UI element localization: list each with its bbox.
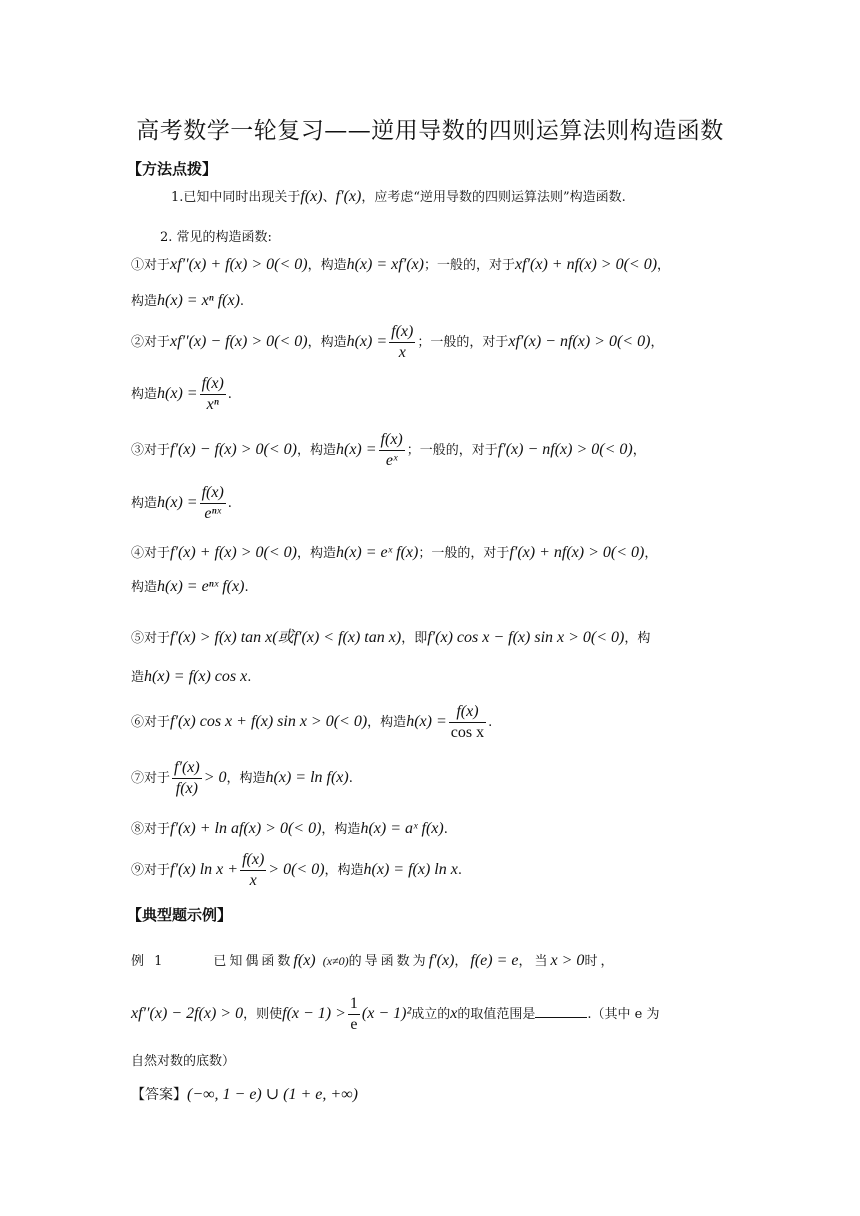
answer-blank <box>535 1003 587 1018</box>
rule-3-line-2: 构造h(x) = $\frac{f(x)}{\text{eⁿˣ}}$ . <box>131 484 232 522</box>
example-1-line-2: xf′′(x) − 2f(x) > 0，则使f(x − 1) > $\frac{1}{e}$ (x − 1)²成立的x的取值范围是 .（其中 e 为 <box>131 995 660 1033</box>
page-title: 高考数学一轮复习——逆用导数的四则运算法则构造函数 <box>136 118 724 144</box>
example-1-line-3: 自然对数的底数） <box>131 1054 236 1069</box>
rule-5-line-1: ⑤对于f′(x) > f(x) tan x(或f′(x) < f(x) tan x)，即f′(x) cos x − f(x) sin x > 0(< 0)，构 <box>131 629 651 646</box>
fraction: $\frac{f(x)}{x}$ <box>391 323 414 361</box>
fraction: $\frac{f(x)}{\text{eⁿˣ}}$ <box>201 484 224 522</box>
paragraph-1: 1.已知中同时出现关于f(x)、f′(x)，应考虑“逆用导数的四则运算法则”构造函数. <box>171 188 626 205</box>
fraction: $\frac{f(x)}{\text{eˣ}}$ <box>380 431 403 469</box>
example-1-line-1: 例 1 已知偶函数f(x) (x≠0)的导函数为f′(x)，f(e) = e，当x > 0时， <box>131 952 617 969</box>
rule-8-line: ⑧对于f′(x) + ln af(x) > 0(< 0)，构造h(x) = aˣ f(x). <box>131 820 448 837</box>
answer-line: 【答案】(−∞, 1 − e) ∪ (1 + e, +∞) <box>131 1086 358 1103</box>
rule-7-line: ⑦对于 $\frac{f'(x)}{f(x)}$ > 0，构造h(x) = ln f(x). <box>131 759 353 797</box>
fraction: $\frac{f(x)}{x}$ <box>242 851 265 889</box>
rule-4-line-1: ④对于f′(x) + f(x) > 0(< 0)，构造h(x) = eˣ f(x)；一般的，对于f′(x) + nf(x) > 0(< 0)， <box>131 544 658 561</box>
paragraph-2: 2. 常见的构造函数: <box>160 230 272 245</box>
rule-2-line-1: ②对于xf′′(x) − f(x) > 0(< 0)，构造h(x) = $\frac{f(x)}{x}$ ；一般的，对于xf′(x) − nf(x) > 0(< 0)， <box>131 323 664 361</box>
rule-4-line-2: 构造h(x) = eⁿˣ f(x). <box>131 578 249 595</box>
section-heading-examples: 【典型题示例】 <box>127 906 233 924</box>
fraction: $\frac{f(x)}{\text{cos x}}$ <box>450 703 485 741</box>
rule-5-line-2: 造h(x) = f(x) cos x. <box>131 668 252 685</box>
fraction: $\frac{f(x)}{\text{xⁿ}}$ <box>201 375 224 413</box>
section-heading-method: 【方法点拨】 <box>127 160 218 178</box>
rule-1-line-1: ①对于xf′′(x) + f(x) > 0(< 0)，构造h(x) = xf′(x)；一般的，对于xf′(x) + nf(x) > 0(< 0)， <box>131 256 671 273</box>
fraction: $\frac{f'(x)}{f(x)}$ <box>174 759 200 797</box>
fraction: $\frac{1}{e}$ <box>349 995 358 1033</box>
rule-9-line: ⑨对于f′(x) ln x + $\frac{f(x)}{x}$ > 0(< 0)，构造h(x) = f(x) ln x. <box>131 851 462 889</box>
rule-1-line-2: 构造h(x) = xⁿ f(x). <box>131 292 245 309</box>
rule-6-line: ⑥对于f′(x) cos x + f(x) sin x > 0(< 0)，构造h(x) = $\frac{f(x)}{\text{cos x}}$ . <box>131 703 493 741</box>
rule-3-line-1: ③对于f′(x) − f(x) > 0(< 0)，构造h(x) = $\frac{f(x)}{\text{eˣ}}$ ；一般的，对于f′(x) − nf(x) > 0(< 0)， <box>131 431 646 469</box>
rule-2-line-2: 构造h(x) = $\frac{f(x)}{\text{xⁿ}}$ . <box>131 375 232 413</box>
